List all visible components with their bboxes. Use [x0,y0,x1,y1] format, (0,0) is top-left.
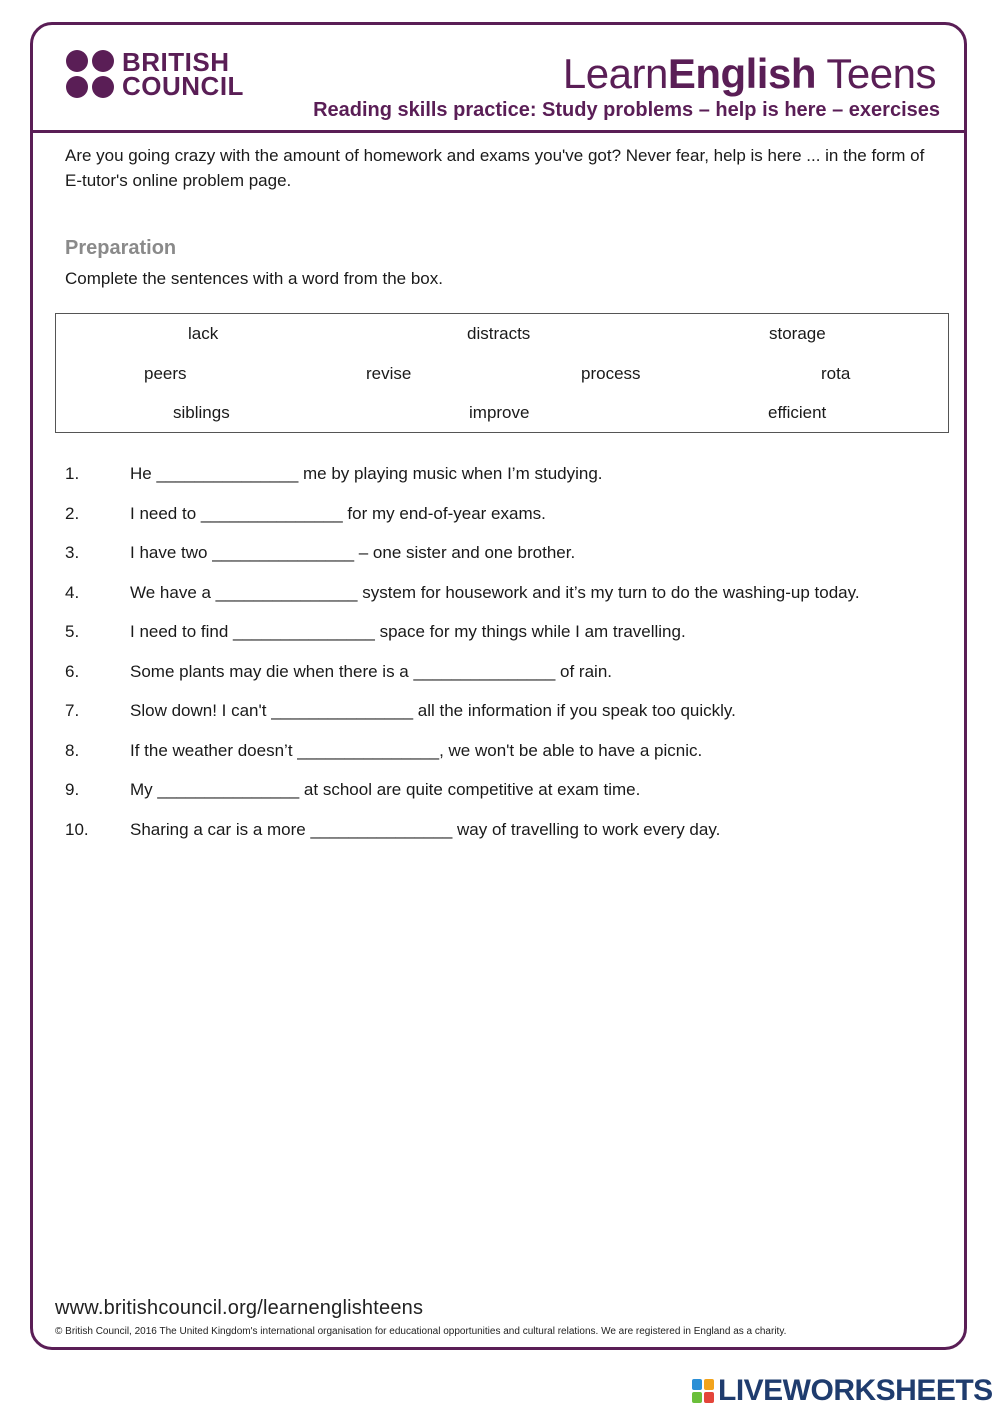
section-heading-preparation: Preparation [65,237,177,259]
exercise-sentence: Some plants may die when there is a _______________ of rain. [130,661,612,681]
exercise-sentence: I need to find _______________ space for my things while I am travelling. [130,622,686,641]
word-box-item: improve [469,403,530,422]
exercise-number: 6. [65,661,80,681]
exercise-item [65,701,965,741]
british-council-logo [66,47,244,101]
exercise-item [65,543,965,583]
exercise-number: 9. [65,780,80,799]
exercise-item [65,464,965,504]
exercise-item [65,504,965,544]
exercise-number: 4. [65,582,80,602]
exercise-sentence: He _______________ me by playing music when I’m studying. [130,464,603,483]
footer-url: www.britishcouncil.org/learnenglishteens [55,1297,424,1319]
exercise-number: 3. [65,543,80,562]
exercise-number: 8. [65,740,80,760]
exercise-sentence: If the weather doesn’t _______________, we won't be able to have a picnic. [130,740,703,760]
header-divider [30,130,967,133]
footer-copyright: © British Council, 2016 The United Kingdom's international organisation for educational opportunities and cultural relations. We are registered in England as a charity. [55,1326,787,1337]
exercise-item [65,780,965,820]
exercise-number: 2. [65,503,80,523]
liveworksheets-watermark [692,1374,993,1408]
word-box-item: peers [144,364,187,383]
intro-paragraph: Are you going crazy with the amount of homework and exams you've got? Never fear, help is here ... in the form of E-tutor's online problem page. [65,146,925,190]
exercise-item [65,662,965,702]
word-box-item: storage [769,324,826,343]
exercise-sentence: We have a _______________ system for housework and it’s my turn to do the washing-up today. [130,582,860,602]
exercise-sentence: I have two _______________ – one sister and one brother. [130,543,576,562]
word-box-item: revise [366,364,412,383]
exercise-sentence: I need to _______________ for my end-of-year exams. [130,503,546,523]
word-box [55,313,949,433]
worksheet-subtitle: Reading skills practice: Study problems – help is here – exercises [313,99,940,121]
exercise-item [65,583,965,623]
learnenglish-teens-brand: LearnEnglish Teens [562,50,936,97]
instruction-text: Complete the sentences with a word from the box. [65,269,443,288]
exercise-sentence: Sharing a car is a more _______________ way of travelling to work every day. [130,819,721,839]
exercise-item [65,820,965,860]
word-box-item: process [581,364,641,383]
exercise-list [65,464,965,859]
exercise-number: 1. [65,464,80,483]
liveworksheets-text: LIVEWORKSHEETS [718,1374,993,1407]
exercise-sentence: My _______________ at school are quite competitive at exam time. [130,780,641,799]
liveworksheets-logo-icon [692,1379,714,1403]
word-box-item: rota [821,364,851,383]
exercise-number: 10. [65,819,89,839]
exercise-item [65,622,965,662]
exercise-item [65,741,965,781]
word-box-item: siblings [173,403,230,422]
word-box-item: lack [188,324,219,343]
word-box-item: efficient [768,403,827,422]
exercise-number: 5. [65,622,80,641]
exercise-sentence: Slow down! I can't _______________ all the information if you speak too quickly. [130,701,736,720]
logo-dots-icon [66,50,114,98]
word-box-item: distracts [467,324,531,343]
logo-text: BRITISH COUNCIL [122,47,244,101]
exercise-number: 7. [65,701,80,720]
